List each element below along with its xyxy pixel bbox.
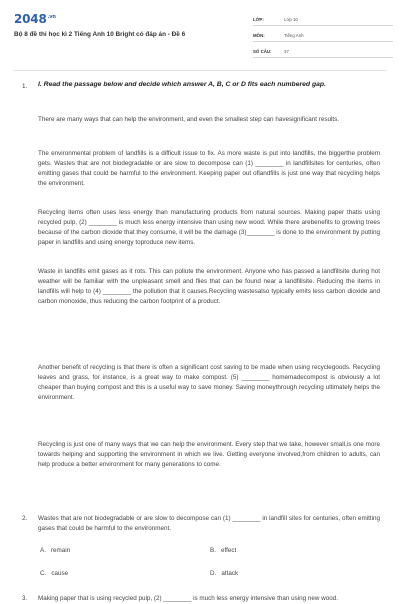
meta-row-subject — [253, 30, 393, 42]
passage-paragraph: There are many ways that can help the environment, and even the smallest step can havesignificant results. — [38, 116, 340, 123]
option-letter: D. — [210, 570, 217, 577]
question-text: Making paper that is using recycled pulp, (2) ________ is much less energy intensive than using new wood. — [38, 595, 338, 602]
passage-paragraph: Recycling items often uses less energy than manufacturing products from natural sources. Making paper thatis using recycled pulp, (2) ________ is much less energy intensive than using new wood. While there arebenefits to growing trees because of the carbon dioxide that they consume, it will be the damage (3)________ is done to the environment by putting paper in landfills and using energy toproduce new items. — [38, 209, 380, 246]
meta-row-count — [253, 46, 393, 58]
option-text: effect — [220, 547, 237, 554]
option-text: attack — [221, 570, 239, 577]
passage-paragraph: Waste in landfills emit gases as it rots. This can pollute the environment. Anyone who has passed a landfillsite during hot weather will be familiar with the unpleasant smell and flies that can be found near a landfillsite. Reducing the items in landfills will help to (4) ________ the pollution that it causes.Recycling wastesalso typically emits less carbon dioxide and carbon monoxide, thus reducing the carbon footprint of a product. — [38, 268, 380, 305]
logo-suffix: .vn — [47, 14, 56, 20]
site-logo[interactable] — [14, 12, 56, 26]
meta-value: Lớp 10 — [284, 17, 298, 22]
question-text: Wastes that are not biodegradable or are slow to decompose can (1) ________ in landfill sites for centuries, often emitting gases that could be harmful to the environment. — [38, 515, 380, 532]
option-text: cause — [51, 570, 69, 577]
meta-key: SỐ CÂU: — [253, 49, 272, 54]
option-d[interactable] — [210, 569, 238, 579]
meta-row-class — [253, 14, 393, 26]
document-title: Bộ 8 đề thi học kì 2 Tiếng Anh 10 Bright có đáp án - Đề 6 — [14, 31, 186, 38]
meta-value: Tiếng Anh — [284, 33, 304, 38]
meta-key: LỚP: — [253, 17, 264, 22]
passage-paragraph: Another benefit of recycling is that there is often a significant cost saving to be made when using recyclegoods. Recycling leaves and grass, for instance, is a great way to make compost. (5) ________ homemadecompost is obviously a lot cheaper than buying compost and this is a useful way to save money. Saving moneythrough recycling ultimately helps the environment. — [38, 364, 380, 401]
question-number: 3. — [22, 595, 28, 602]
logo-text: 2048 — [14, 12, 47, 26]
option-letter: A. — [40, 547, 46, 554]
option-a[interactable] — [40, 546, 70, 556]
header-divider — [14, 70, 386, 71]
question-number: 1. — [22, 83, 28, 90]
meta-key: MÔN: — [253, 33, 265, 38]
option-c[interactable] — [40, 569, 68, 579]
option-letter: B. — [210, 547, 216, 554]
exam-meta — [253, 14, 393, 62]
passage-paragraph: The environmental problem of landfills is a difficult issue to fix. As more waste is put into landfills, the biggerthe problem gets. Wastes that are not biodegradable or are slow to decompose can (1) ________ in landfillsites for centuries, often emitting gases that could be harmful to the environment. Keeping paper out oflandfills is just one way that recycling helps the environment. — [38, 150, 380, 187]
option-b[interactable] — [210, 546, 236, 556]
question-instruction: I. Read the passage below and decide which answer A, B, C or D fits each numbered gap. — [38, 81, 326, 88]
passage-paragraph: Recycling is just one of many ways that we can help the environment. Every step that we take, however small,is one more towards helping and supporting the environment in which we live. Getting everyone involved,from children to adults, can help produce a better environment for many generations to come. — [38, 441, 380, 468]
question-number: 2. — [22, 515, 28, 522]
page-header — [0, 0, 400, 62]
option-text: remain — [50, 547, 71, 554]
meta-value: 37 — [284, 49, 289, 54]
option-letter: C. — [40, 570, 47, 577]
